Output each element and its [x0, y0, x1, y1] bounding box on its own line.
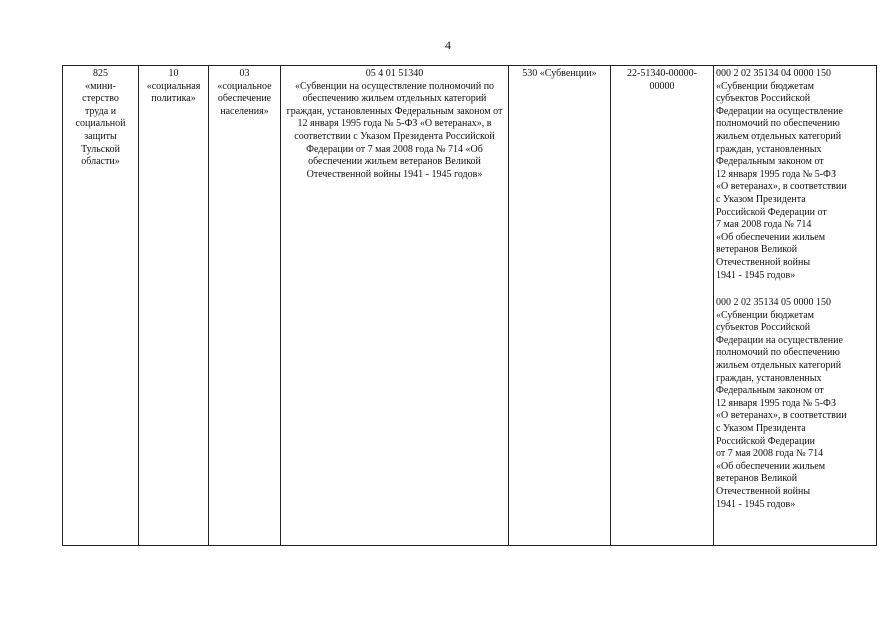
- chapter-text: 825 «мини- стерство труда и социальной защиты Тульской области»: [75, 68, 126, 168]
- expense-type-text: 530 «Субвенции»: [522, 68, 597, 79]
- section-text: 10 «социальная политика»: [146, 68, 201, 105]
- chapter-cell: [63, 66, 139, 546]
- subsection-cell: [209, 66, 281, 546]
- page-number: 4: [445, 38, 451, 52]
- revenue-code-cell: [714, 66, 877, 546]
- code-cell: [611, 66, 714, 546]
- revenue-code-entry-1: 000 2 02 35134 04 0000 150 «Субвенции бюджетам субъектов Российской Федерации на осуществление полномочий по обеспечению жильем отдельных категорий граждан, установленных Федеральным законом от 12 января 1995 года № 5-ФЗ «О ветеранах», в соответствии с Указом Президента Российской Федерации от 7 мая 2008 года № 714 «Об обеспечении жильем ветеранов Великой Отечественной войны 1941 - 1945 годов»: [716, 68, 847, 281]
- target-article-cell: [281, 66, 509, 546]
- subsection-text: 03 «социальное обеспечение населения»: [217, 68, 272, 117]
- document-table: [62, 65, 877, 546]
- table-row: [63, 66, 877, 546]
- section-cell: [139, 66, 209, 546]
- entry-spacer: [716, 282, 874, 297]
- expense-type-cell: [509, 66, 611, 546]
- code-text: 22-51340-00000- 00000: [627, 68, 697, 92]
- revenue-code-entry-2: 000 2 02 35134 05 0000 150 «Субвенции бюджетам субъектов Российской Федерации на осуществление полномочий по обеспечению жильем отдельных категорий граждан, установленных Федеральным законом от 12 января 1995 года № 5-ФЗ «О ветеранах», в соответствии с Указом Президента Российской Федерации от 7 мая 2008 года № 714 «Об обеспечении жильем ветеранов Великой Отечественной войны 1941 - 1945 годов»: [716, 297, 847, 510]
- target-article-text: 05 4 01 51340 «Субвенции на осуществление полномочий по обеспечению жильем отдельных категорий граждан, установленных Федеральным законом от 12 января 1995 года № 5-ФЗ «О ветеранах», в соответствии с Указом Президента Российской Федерации от 7 мая 2008 года № 714 «Об обеспечении жильем ветеранов Великой Отечественной войны 1941 - 1945 годов»: [286, 68, 503, 180]
